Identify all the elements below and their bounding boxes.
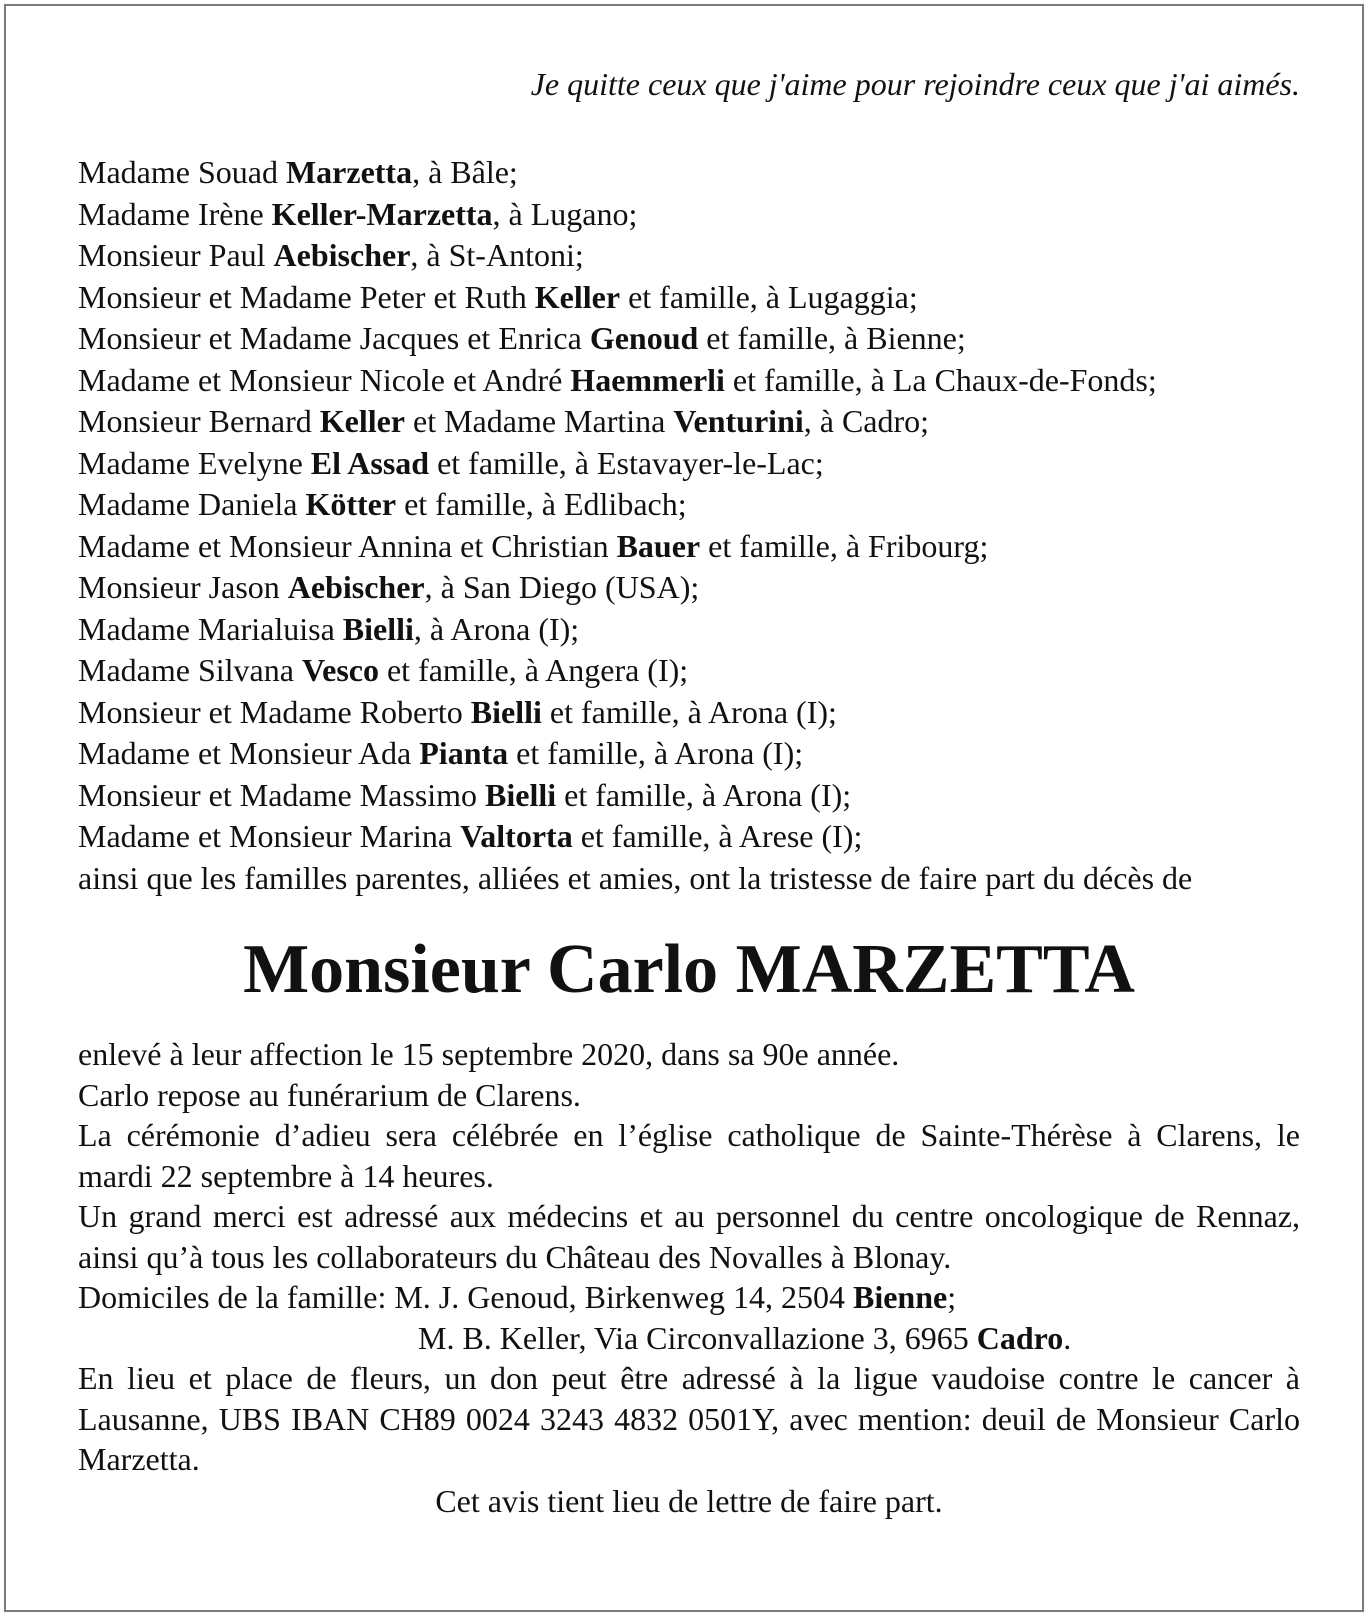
family-line [78,152,1300,194]
family-line [78,360,1300,402]
address-2-end: . [1063,1319,1072,1356]
donation-paragraph: En lieu et place de fleurs, un don peut être adressé à la ligue vaudoise contre le cancer à Lausanne, UBS IBAN CH89 0024 3243 4832 0501Y, avec mention: deuil de Monsieur Carlo Marzetta. [78,1360,1300,1477]
family-line [78,318,1300,360]
family-lines [78,152,1300,858]
family-name-bold: Marzetta [285,154,413,190]
family-name-bold: Genoud [589,320,699,356]
family-line-text: Monsieur et Madame Massimo [78,776,486,813]
family-line-text: , à Bâle; [412,154,518,190]
family-line [78,816,1300,858]
family-line [78,567,1300,609]
family-line-text: Madame Daniela [78,486,306,522]
notice-details [78,1034,1300,1521]
family-line [78,194,1300,236]
family-line-text: Madame et Monsieur Ada [78,735,420,771]
family-line [78,484,1300,526]
family-name-bold: Vesco [301,652,379,688]
family-line-text: Monsieur Paul [78,237,274,273]
family-line-text: Madame Souad [78,154,286,190]
address-1: M. J. Genoud, Birkenweg 14, 2504 [394,1279,853,1315]
family-name-bold: Keller [319,403,405,439]
family-line-text: Madame et Monsieur Marina [78,818,461,854]
family-name-bold: El Assad [310,444,430,481]
family-line-text: Monsieur Jason [78,569,288,605]
family-line-text: Monsieur Bernard [78,403,320,439]
family-name-bold: Keller [534,278,621,315]
family-line-text: et famille, à Angera (I); [378,652,689,688]
family-name-bold: Bielli [470,693,542,730]
closing-line: Cet avis tient lieu de lettre de faire part. [435,1482,943,1519]
family-line [78,692,1300,734]
family-line-text: , à San Diego (USA); [424,569,700,605]
family-name-bold: Aebischer [273,237,411,273]
family-line-text: et famille, à Bienne; [698,320,966,356]
announcement-line: ainsi que les familles parentes, alliées et amies, ont la tristesse de faire part du décès de [78,859,1193,896]
family-line-text: et famille, à Arona (I); [508,735,804,771]
family-name-bold: Valtorta [460,818,573,854]
family-line [78,443,1300,485]
family-line [78,650,1300,692]
family-line-text: Monsieur et Madame Roberto [78,693,471,730]
family-line-text: Madame et Monsieur Nicole et André [78,361,571,398]
family-line-text: , à Lugano; [492,195,638,232]
repose-line: Carlo repose au funérarium de Clarens. [78,1076,581,1113]
family-name-bold: Bielli [342,610,414,647]
family-line-text: Monsieur et Madame Jacques et Enrica [78,320,590,356]
family-name-bold: Aebischer [287,569,425,605]
obituary-notice [4,4,1364,1612]
family-line-text: et famille, à Arona (I); [541,693,837,730]
domicile-line-2 [78,1318,1300,1359]
epigraph-quote: Je quitte ceux que j'aime pour rejoindre ceux que j'ai aimés. [530,66,1300,102]
domicile-line-1 [78,1277,1300,1318]
family-line-text: Madame Marialuisa [78,610,343,647]
family-line-text: Madame Silvana [78,652,302,688]
family-line-text: , à St-Antoni; [410,237,584,273]
family-line-text: et famille, à Fribourg; [700,527,989,564]
domicile-label: Domiciles de la famille: [78,1279,395,1315]
family-line-text: et Madame Martina [405,403,674,439]
family-line [78,775,1300,817]
family-line-text: et famille, à Edlibach; [396,486,687,522]
family-line [78,401,1300,443]
family-list [78,152,1300,899]
family-line-text: Madame Irène [78,195,272,232]
thanks-paragraph: Un grand merci est adressé aux médecins et au personnel du centre oncologique de Rennaz, ainsi qu’à tous les collaborateurs du Château des Novalles à Blonay. [78,1198,1300,1275]
family-name-bold: Bauer [616,527,701,564]
family-line [78,733,1300,775]
address-2-city: Cadro [976,1319,1064,1356]
family-line-text: Monsieur et Madame Peter et Ruth [78,278,535,315]
family-line-text: Madame et Monsieur Annina et Christian [78,527,617,564]
family-line-text: et famille, à Lugaggia; [620,278,918,315]
family-name-bold: Venturini [673,403,804,439]
address-1-end: ; [947,1279,957,1315]
family-line-text: et famille, à La Chaux-de-Fonds; [724,361,1157,398]
family-name-bold: Keller-Marzetta [271,195,493,232]
family-line-text: et famille, à Arese (I); [572,818,863,854]
family-line-text: Madame Evelyne [78,444,311,481]
family-line-text: et famille, à Estavayer-le-Lac; [429,444,824,481]
family-line-text: et famille, à Arona (I); [556,776,852,813]
family-line [78,609,1300,651]
ceremony-paragraph: La cérémonie d’adieu sera célébrée en l’église catholique de Sainte-Thérèse à Clarens, le mardi 22 septembre à 14 heures. [78,1117,1300,1194]
family-line [78,277,1300,319]
family-name-bold: Pianta [419,735,509,771]
address-2: M. B. Keller, Via Circonvallazione 3, 6965 [418,1319,977,1356]
family-line [78,526,1300,568]
family-line [78,235,1300,277]
address-1-city: Bienne [852,1279,948,1315]
deceased-name: Monsieur Carlo MARZETTA [243,931,1135,1008]
family-name-bold: Kötter [305,486,397,522]
family-line-text: , à Arona (I); [413,610,580,647]
family-name-bold: Haemmerli [570,361,725,398]
family-name-bold: Bielli [485,776,557,813]
death-line: enlevé à leur affection le 15 septembre 2020, dans sa 90e année. [78,1036,900,1072]
family-line-text: , à Cadro; [803,403,930,439]
